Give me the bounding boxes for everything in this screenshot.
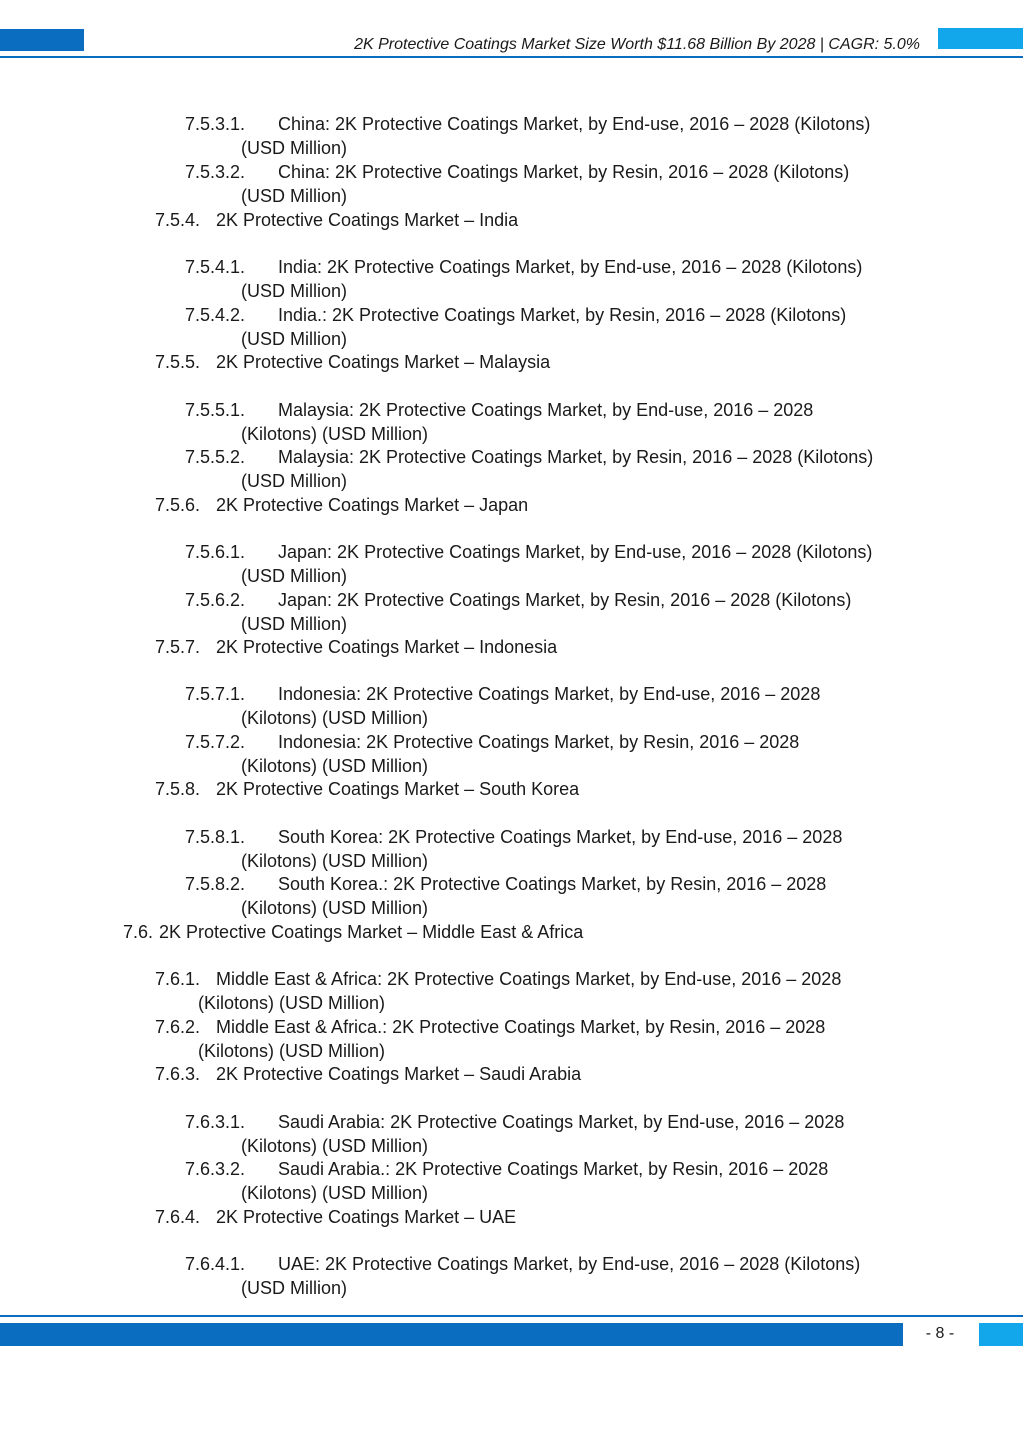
toc-section-title: Middle East & Africa.: 2K Protective Coatings Market, by Resin, 2016 – 2028 <box>216 1017 826 1037</box>
toc-section-title: 2K Protective Coatings Market – UAE <box>216 1207 517 1227</box>
toc-entry-title: India.: 2K Protective Coatings Market, by Resin, 2016 – 2028 (Kilotons) <box>278 305 847 325</box>
toc-section-number: 7.6.3. <box>155 1064 201 1084</box>
toc-entry <box>185 540 872 564</box>
footer-accent-right <box>979 1323 1023 1346</box>
toc-entry-number: 7.5.6.1. <box>185 542 246 562</box>
toc-entry-number: 7.5.6.2. <box>185 590 246 610</box>
toc-entry <box>185 1157 828 1181</box>
toc-entry-title: Indonesia: 2K Protective Coatings Market, by End-use, 2016 – 2028 <box>278 684 821 704</box>
toc-entry <box>185 872 826 896</box>
toc-section-title: 2K Protective Coatings Market – Indonesia <box>216 637 558 657</box>
toc-entry <box>185 730 799 754</box>
toc-entry-continuation: (USD Million) <box>241 566 348 586</box>
toc-entry-continuation: (USD Million) <box>241 614 348 634</box>
toc-entry-number: 7.5.8.1. <box>185 827 246 847</box>
toc-section-number: 7.5.4. <box>155 210 201 230</box>
toc-section-number: 7.6.1. <box>155 969 201 989</box>
toc-entry <box>185 1110 844 1134</box>
toc-section <box>155 1015 825 1039</box>
toc-section <box>155 635 557 659</box>
toc-entry-number: 7.5.5.2. <box>185 447 246 467</box>
toc-entry <box>185 445 873 469</box>
toc-section-number: 7.5.6. <box>155 495 201 515</box>
toc-entry <box>185 588 851 612</box>
toc-section <box>155 1205 516 1229</box>
toc-entry-number: 7.5.4.1. <box>185 257 246 277</box>
toc-chapter <box>123 920 583 944</box>
toc-entry <box>185 1252 860 1276</box>
toc-entry <box>185 825 842 849</box>
toc-entry-title: Saudi Arabia: 2K Protective Coatings Market, by End-use, 2016 – 2028 <box>278 1112 845 1132</box>
toc-entry <box>185 398 813 422</box>
toc-entry-title: UAE: 2K Protective Coatings Market, by End-use, 2016 – 2028 (Kilotons) <box>278 1254 861 1274</box>
toc-entry-title: Malaysia: 2K Protective Coatings Market, by Resin, 2016 – 2028 (Kilotons) <box>278 447 874 467</box>
toc-entry-title: South Korea: 2K Protective Coatings Market, by End-use, 2016 – 2028 <box>278 827 843 847</box>
header-accent-left <box>0 29 84 51</box>
toc-entry-title: South Korea.: 2K Protective Coatings Market, by Resin, 2016 – 2028 <box>278 874 827 894</box>
toc-entry-title: China: 2K Protective Coatings Market, by End-use, 2016 – 2028 (Kilotons) <box>278 114 871 134</box>
toc-section <box>155 967 841 991</box>
toc-entry-number: 7.5.7.1. <box>185 684 246 704</box>
toc-section-title: 2K Protective Coatings Market – India <box>216 210 519 230</box>
header-rule <box>0 56 1023 58</box>
toc-section-continuation: (Kilotons) (USD Million) <box>198 993 386 1013</box>
toc-entry <box>185 303 846 327</box>
toc-entry-continuation: (Kilotons) (USD Million) <box>241 898 429 918</box>
toc-entry-continuation: (USD Million) <box>241 138 348 158</box>
toc-entry-number: 7.5.4.2. <box>185 305 246 325</box>
toc-entry-number: 7.5.8.2. <box>185 874 246 894</box>
toc-entry-continuation: (Kilotons) (USD Million) <box>241 1183 429 1203</box>
toc-entry-number: 7.5.7.2. <box>185 732 246 752</box>
toc-entry-title: Malaysia: 2K Protective Coatings Market, by End-use, 2016 – 2028 <box>278 400 814 420</box>
toc-section-number: 7.6.4. <box>155 1207 201 1227</box>
toc-section-title: 2K Protective Coatings Market – Saudi Arabia <box>216 1064 582 1084</box>
toc-chapter-title: 2K Protective Coatings Market – Middle East & Africa <box>159 922 584 942</box>
toc-entry-title: Japan: 2K Protective Coatings Market, by Resin, 2016 – 2028 (Kilotons) <box>278 590 852 610</box>
footer-accent-bar <box>0 1323 903 1346</box>
toc-chapter-number: 7.6. <box>123 922 154 942</box>
toc-entry-continuation: (Kilotons) (USD Million) <box>241 851 429 871</box>
toc-section-title: 2K Protective Coatings Market – South Korea <box>216 779 580 799</box>
toc-entry-title: Japan: 2K Protective Coatings Market, by End-use, 2016 – 2028 (Kilotons) <box>278 542 873 562</box>
toc-section-title: 2K Protective Coatings Market – Japan <box>216 495 529 515</box>
toc-section-title: Middle East & Africa: 2K Protective Coatings Market, by End-use, 2016 – 2028 <box>216 969 842 989</box>
toc-section <box>155 350 550 374</box>
toc-section-continuation: (Kilotons) (USD Million) <box>198 1041 386 1061</box>
toc-entry-title: China: 2K Protective Coatings Market, by Resin, 2016 – 2028 (Kilotons) <box>278 162 850 182</box>
toc-section <box>155 1062 581 1086</box>
toc-entry-number: 7.5.5.1. <box>185 400 246 420</box>
toc-entry <box>185 160 849 184</box>
header-accent-right <box>938 28 1023 49</box>
toc-entry-continuation: (USD Million) <box>241 471 348 491</box>
toc-section-number: 7.5.5. <box>155 352 201 372</box>
toc-entry-continuation: (Kilotons) (USD Million) <box>241 424 429 444</box>
footer-rule <box>0 1315 1023 1317</box>
toc-section-number: 7.5.8. <box>155 779 201 799</box>
toc-entry-number: 7.5.3.2. <box>185 162 246 182</box>
toc-entry-continuation: (USD Million) <box>241 1278 348 1298</box>
toc-entry <box>185 255 862 279</box>
toc-section <box>155 208 518 232</box>
toc-section <box>155 493 528 517</box>
toc-entry <box>185 682 820 706</box>
toc-section-title: 2K Protective Coatings Market – Malaysia <box>216 352 551 372</box>
toc-entry-continuation: (Kilotons) (USD Million) <box>241 756 429 776</box>
toc-entry <box>185 112 870 136</box>
toc-entry-title: Saudi Arabia.: 2K Protective Coatings Market, by Resin, 2016 – 2028 <box>278 1159 829 1179</box>
page-number: - 8 - <box>925 1325 955 1342</box>
toc-entry-number: 7.6.4.1. <box>185 1254 246 1274</box>
toc-entry-number: 7.6.3.2. <box>185 1159 246 1179</box>
toc-entry-continuation: (USD Million) <box>241 186 348 206</box>
toc-entry-continuation: (USD Million) <box>241 281 348 301</box>
toc-section-number: 7.6.2. <box>155 1017 201 1037</box>
toc-entry-title: India: 2K Protective Coatings Market, by End-use, 2016 – 2028 (Kilotons) <box>278 257 863 277</box>
document-running-title: 2K Protective Coatings Market Size Worth $11.68 Billion By 2028 | CAGR: 5.0% <box>354 36 920 53</box>
toc-section-number: 7.5.7. <box>155 637 201 657</box>
toc-entry-continuation: (USD Million) <box>241 329 348 349</box>
toc-section <box>155 777 579 801</box>
toc-entry-continuation: (Kilotons) (USD Million) <box>241 708 429 728</box>
toc-entry-continuation: (Kilotons) (USD Million) <box>241 1136 429 1156</box>
toc-entry-number: 7.6.3.1. <box>185 1112 246 1132</box>
toc-entry-title: Indonesia: 2K Protective Coatings Market, by Resin, 2016 – 2028 <box>278 732 800 752</box>
toc-entry-number: 7.5.3.1. <box>185 114 246 134</box>
